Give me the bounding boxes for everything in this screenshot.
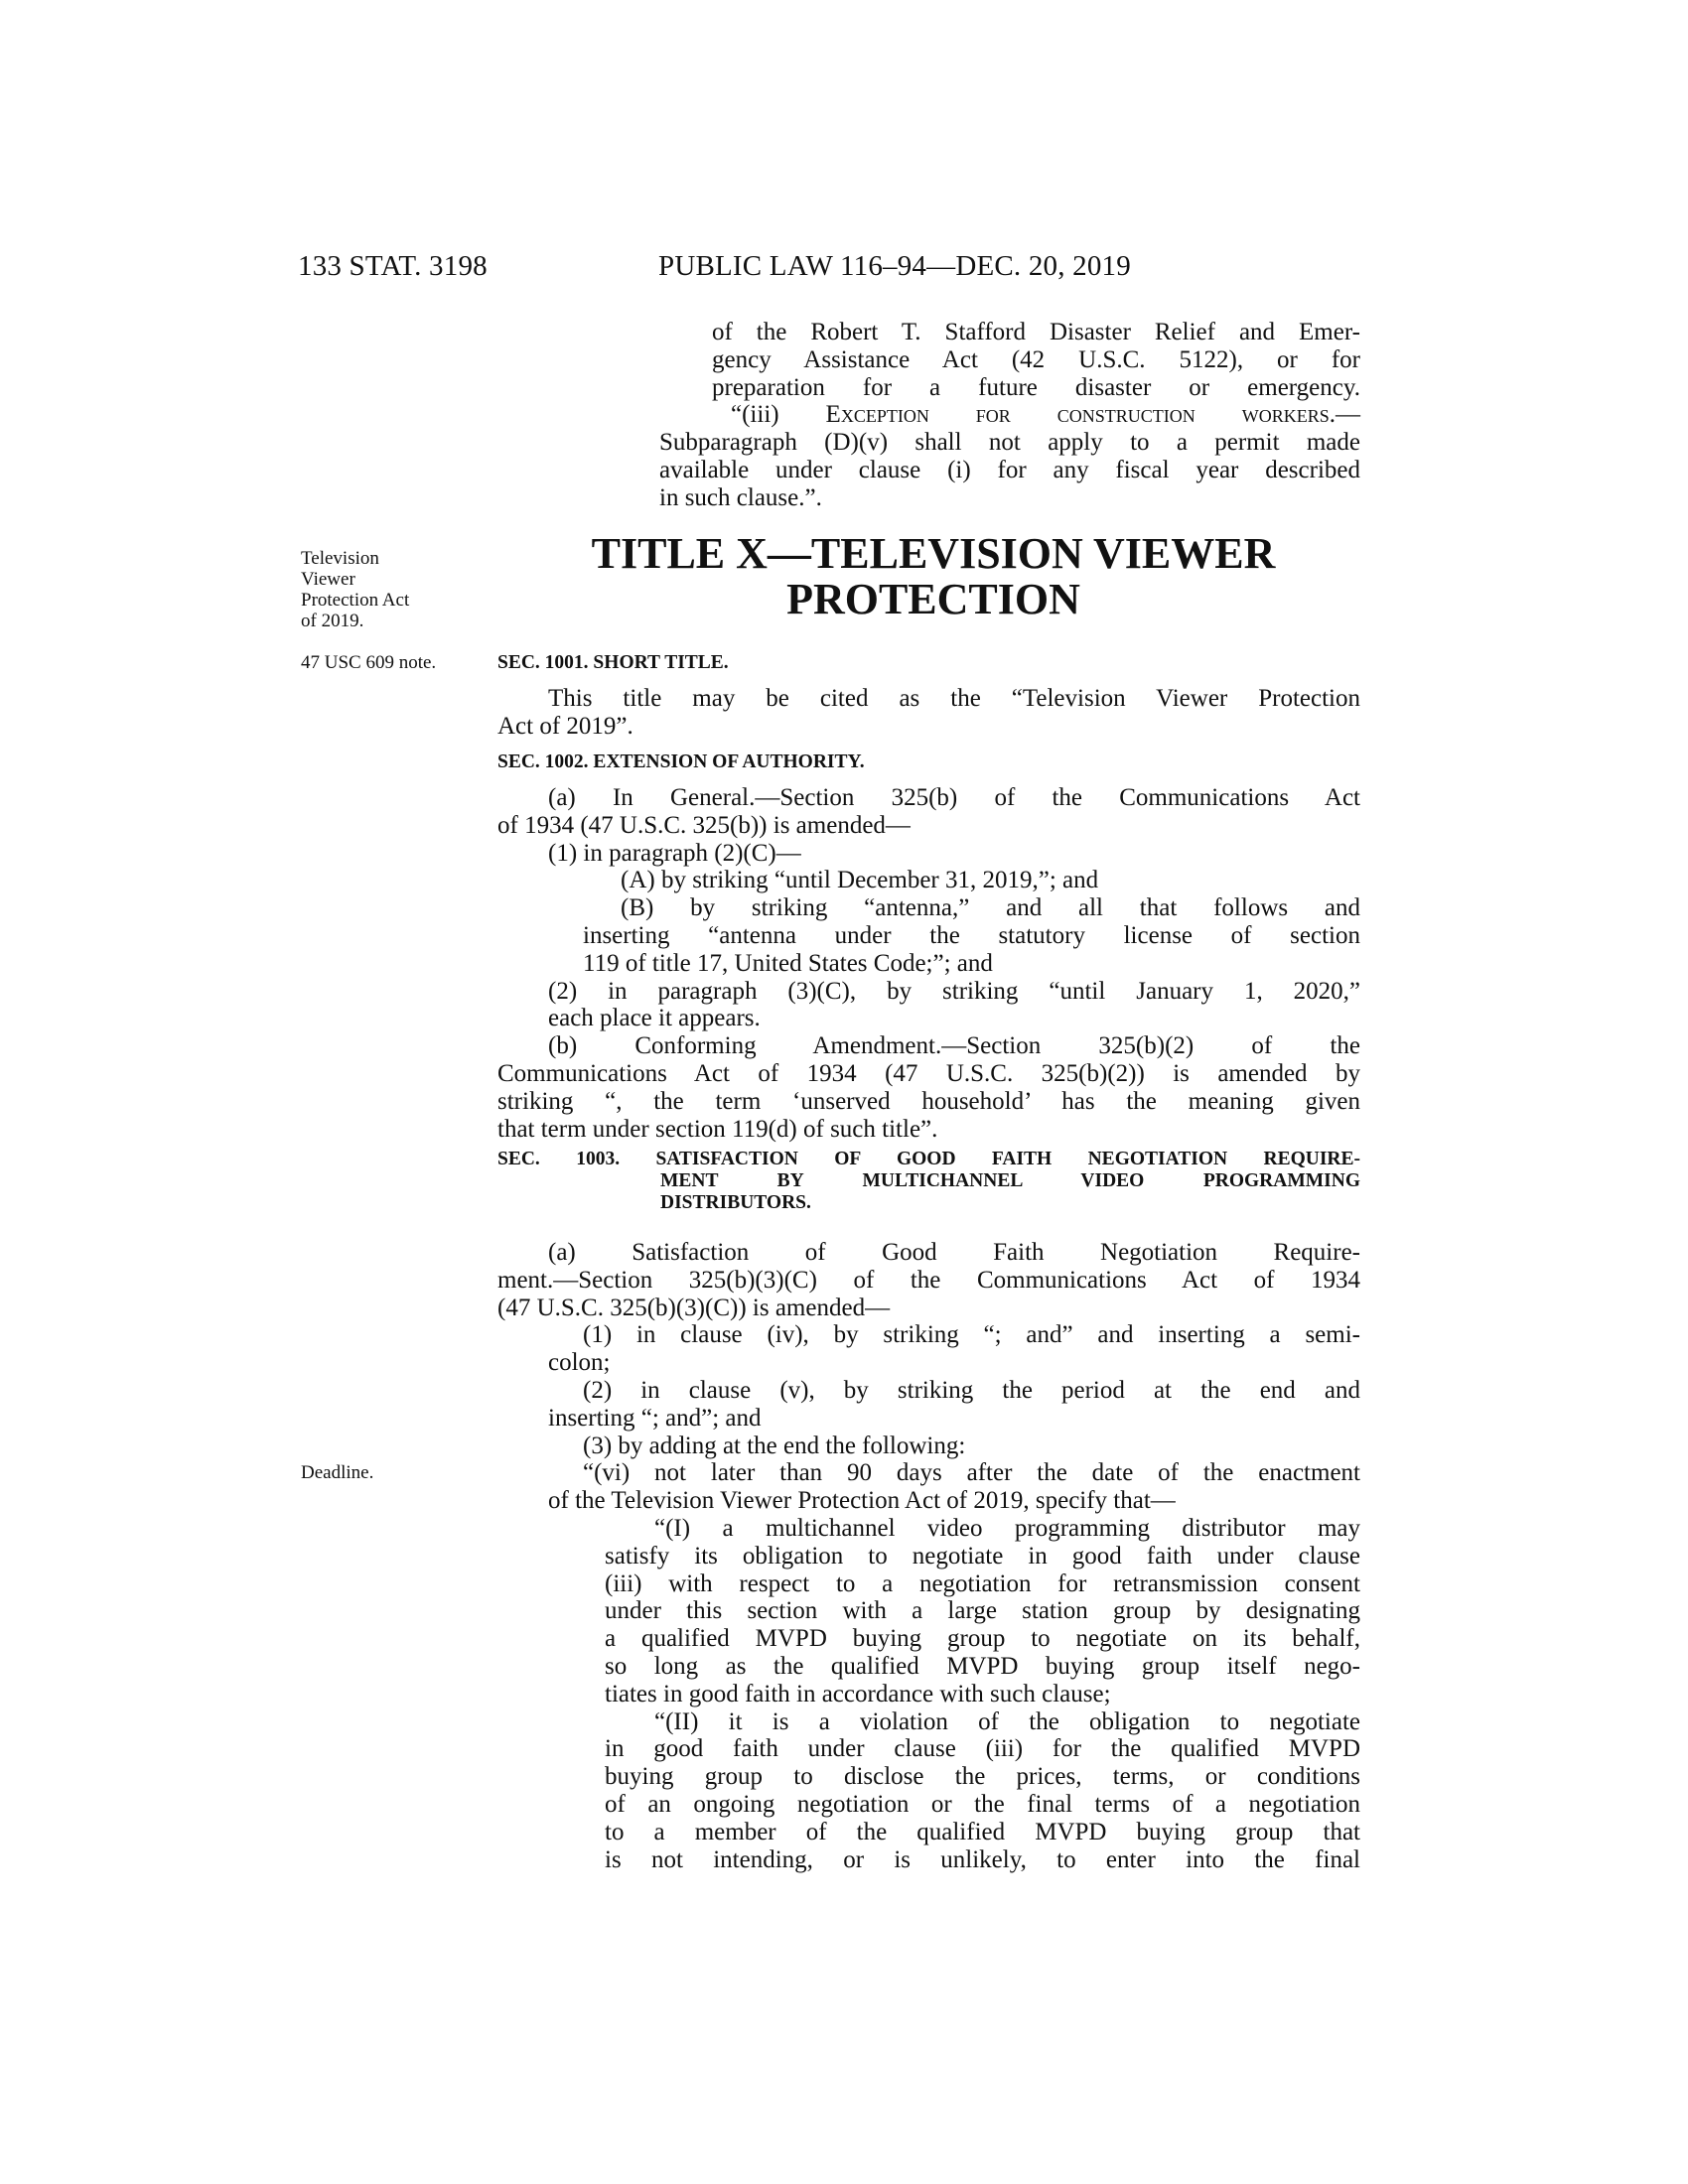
text-line: (a) In General.—Section 325(b) of the Communications Act: [548, 784, 1360, 811]
heading-line: MENT BY MULTICHANNEL VIDEO PROGRAMMING: [660, 1170, 1360, 1191]
text-line: in such clause.”.: [659, 483, 822, 511]
text-line: “(I) a multichannel video programming distributor may: [654, 1514, 1360, 1542]
text-line: preparation for a future disaster or emergency.: [712, 373, 1360, 401]
clause-iii-heading: [731, 401, 1360, 429]
text-line: 119 of title 17, United States Code;”; and: [583, 949, 993, 977]
text-line: ment.—Section 325(b)(3)(C) of the Communications Act of 1934: [497, 1266, 1360, 1294]
text-line: tiates in good faith in accordance with such clause;: [605, 1680, 1111, 1707]
title-heading: [506, 531, 1360, 622]
note-line: Television: [301, 548, 379, 569]
text-line: of an ongoing negotiation or the final terms of a negotiation: [605, 1790, 1360, 1818]
text-line: (47 U.S.C. 325(b)(3)(C)) is amended—: [497, 1294, 891, 1321]
note-line: Viewer: [301, 569, 355, 590]
note-line: of 2019.: [301, 611, 364, 631]
text-line: of the Television Viewer Protection Act of 2019, specify that—: [548, 1487, 1176, 1515]
text-line: (2) in clause (v), by striking the period at the end and: [583, 1376, 1360, 1404]
note-line: Protection Act: [301, 590, 410, 611]
text-line: (b) Conforming Amendment.—Section 325(b)(2) of the: [548, 1032, 1360, 1060]
text-line: striking “, the term ‘unserved household’ has the meaning given: [497, 1087, 1360, 1115]
section-1002-body: [497, 784, 1360, 1143]
text-line: (2) in paragraph (3)(C), by striking “until January 1, 2020,”: [548, 977, 1360, 1005]
margin-note-usc: 47 USC 609 note.: [301, 652, 437, 673]
text-line: of the Robert T. Stafford Disaster Relief and Emer-: [712, 319, 1360, 345]
text-line: of 1934 (47 U.S.C. 325(b)) is amended—: [497, 811, 911, 839]
continuation-paragraph: [712, 319, 1360, 401]
text-line: under this section with a large station group by designating: [605, 1597, 1360, 1625]
heading-line: DISTRIBUTORS.: [660, 1192, 811, 1213]
text-line: colon;: [548, 1349, 611, 1377]
stat-citation: 133 STAT. 3198: [298, 250, 488, 282]
text-line: Communications Act of 1934 (47 U.S.C. 325(b)(2)) is amended by: [497, 1059, 1360, 1087]
text-line: gency Assistance Act (42 U.S.C. 5122), or for: [712, 345, 1360, 373]
clause-iii-body: [659, 429, 1360, 511]
clause-heading-initial: E: [825, 401, 841, 428]
text-line: (3) by adding at the end the following:: [583, 1432, 966, 1459]
text-line: (1) in paragraph (2)(C)—: [548, 839, 801, 867]
public-law-header: PUBLIC LAW 116–94—DEC. 20, 2019: [658, 250, 1131, 282]
text-line: in good faith under clause (iii) for the qualified MVPD: [605, 1735, 1360, 1763]
text-line: to a member of the qualified MVPD buying group that: [605, 1818, 1360, 1845]
clause-label: “(iii): [731, 401, 826, 428]
text-line: so long as the qualified MVPD buying group itself nego-: [605, 1652, 1360, 1680]
text-line: Act of 2019”.: [497, 712, 633, 740]
text-line: inserting “antenna under the statutory license of section: [583, 921, 1360, 949]
text-line: (B) by striking “antenna,” and all that follows and: [621, 894, 1360, 922]
text-line: (A) by striking “until December 31, 2019,”; and: [621, 867, 1099, 894]
text-line: “(II) it is a violation of the obligation to negotiate: [654, 1707, 1360, 1735]
clause-heading-smallcaps: xception for construction workers: [840, 401, 1330, 428]
section-1003-body: [497, 1239, 1360, 1873]
section-1003-heading: [497, 1149, 1360, 1214]
section-1002-heading: SEC. 1002. EXTENSION OF AUTHORITY.: [497, 751, 865, 772]
text-line: inserting “; and”; and: [548, 1404, 762, 1432]
heading-line: SEC. 1003. SATISFACTION OF GOOD FAITH NEGOTIATION REQUIRE-: [497, 1149, 1360, 1169]
text-line: that term under section 119(d) of such title”.: [497, 1115, 938, 1143]
clause-heading-dash: .—: [1329, 401, 1360, 428]
title-line-1: TITLE X—TELEVISION VIEWER: [591, 529, 1276, 578]
margin-note-title: [301, 548, 409, 631]
text-line: (iii) with respect to a negotiation for retransmission consent: [605, 1570, 1360, 1597]
text-line: a qualified MVPD buying group to negotiate on its behalf,: [605, 1625, 1360, 1653]
text-line: (1) in clause (iv), by striking “; and” and inserting a semi-: [583, 1321, 1360, 1349]
text-line: available under clause (i) for any fiscal year described: [659, 456, 1360, 483]
margin-note-deadline: Deadline.: [301, 1462, 374, 1483]
text-line: “(vi) not later than 90 days after the date of the enactment: [583, 1459, 1360, 1487]
text-line: buying group to disclose the prices, terms, or conditions: [605, 1763, 1360, 1791]
section-1001-heading: SEC. 1001. SHORT TITLE.: [497, 652, 729, 673]
text-line: (a) Satisfaction of Good Faith Negotiation Require-: [548, 1239, 1360, 1266]
text-line: each place it appears.: [548, 1005, 761, 1032]
text-line: This title may be cited as the “Television Viewer Protection: [548, 685, 1360, 712]
text-line: satisfy its obligation to negotiate in good faith under clause: [605, 1542, 1360, 1570]
text-line: Subparagraph (D)(v) shall not apply to a permit made: [659, 429, 1360, 456]
text-line: is not intending, or is unlikely, to enter into the final: [605, 1845, 1360, 1873]
section-1001-body: [497, 685, 1360, 741]
title-line-2: PROTECTION: [786, 575, 1080, 623]
